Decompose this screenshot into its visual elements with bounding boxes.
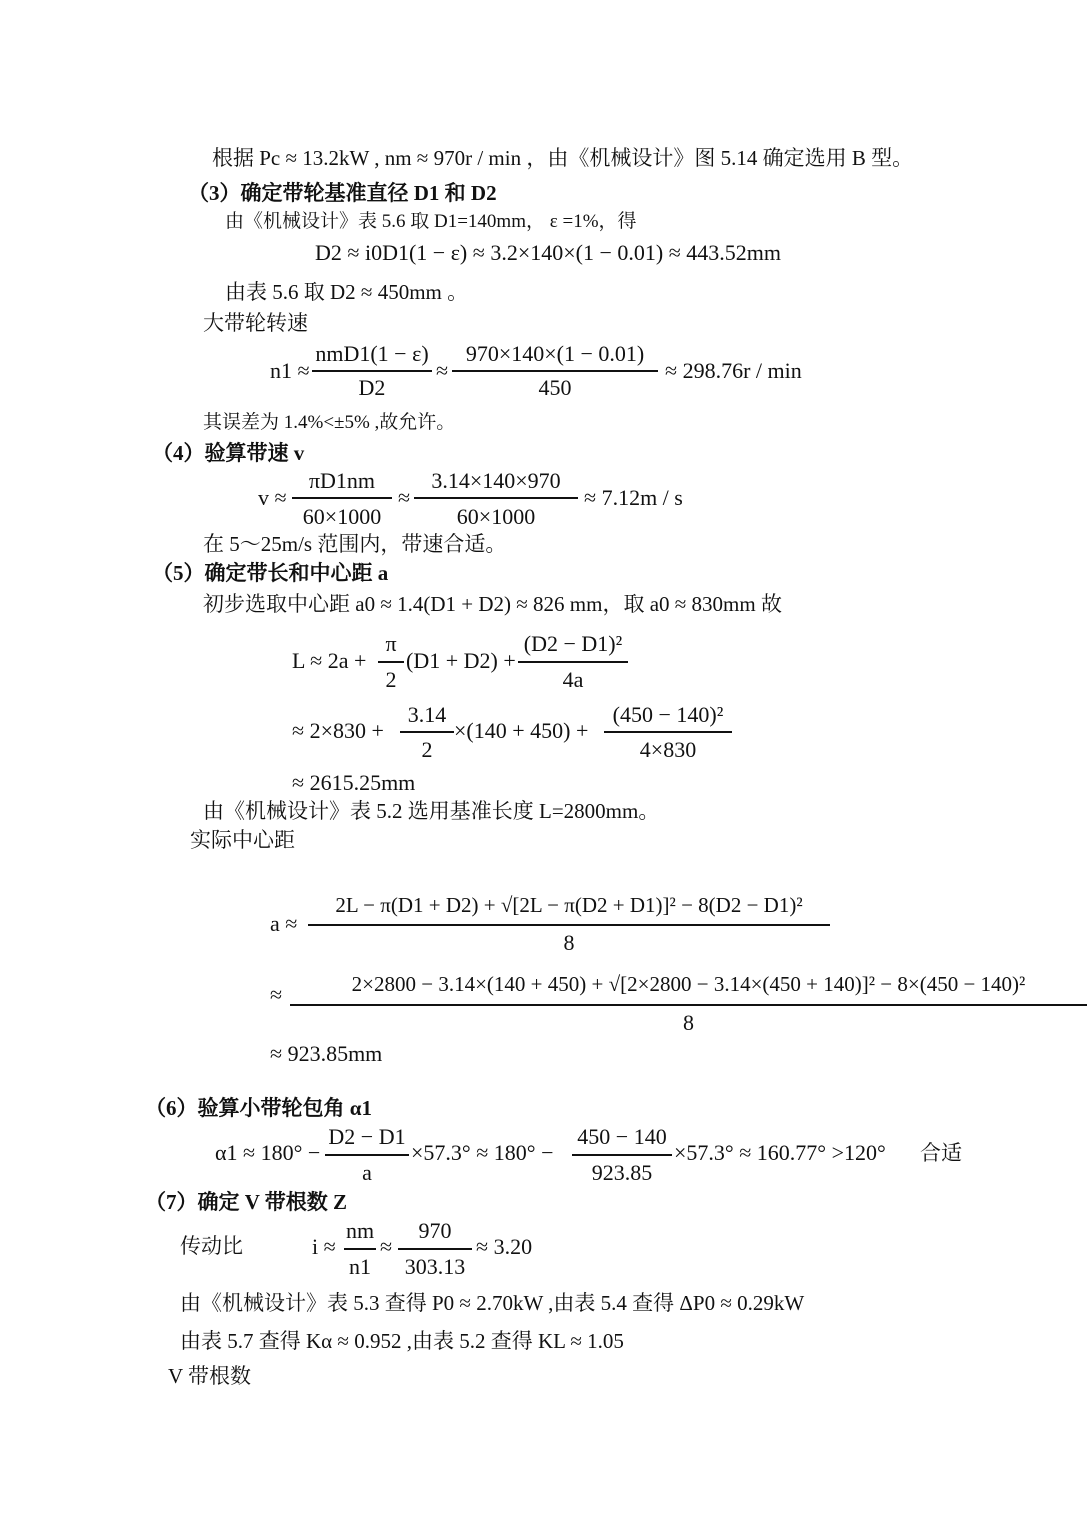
s4-eq-approx: ≈ <box>398 485 411 510</box>
s4-eq-lhs: v ≈ <box>258 485 287 510</box>
s3-line2: 由表 5.6 取 D2 ≈ 450mm 。 <box>225 280 469 304</box>
s7-eq-num1: nm <box>345 1218 375 1243</box>
s5-L3: ≈ 2615.25mm <box>292 770 416 795</box>
s4-eq-rhs: ≈ 7.12m / s <box>584 485 683 510</box>
s5-a2-den: 8 <box>683 1010 694 1035</box>
s7-line2: 由表 5.7 查得 Kα ≈ 0.952 ,由表 5.2 查得 KL ≈ 1.05 <box>180 1329 624 1353</box>
s5-L-fraction-bar-1 <box>378 661 404 663</box>
s4-line1: 在 5～25m/s 范围内，带速合适。 <box>203 532 507 556</box>
s7-eq-approx: ≈ <box>380 1234 393 1259</box>
s6-eq-rhs: ×57.3° ≈ 160.77° >120° <box>674 1140 886 1165</box>
s5-L-mid: (D1 + D2) + <box>406 648 516 673</box>
s5-L2-num1: 3.14 <box>407 702 447 727</box>
s5-L-den1: 2 <box>385 667 397 692</box>
s7-fraction-bar-1 <box>344 1248 376 1250</box>
s5-L2-fraction-bar-2 <box>604 731 732 733</box>
section-4-title: （4）验算带速 v <box>152 441 305 465</box>
s7-eq-rhs: ≈ 3.20 <box>476 1234 533 1259</box>
s6-fraction-bar-1 <box>325 1154 409 1156</box>
s7-eq-den1: n1 <box>349 1254 371 1279</box>
s3-line4: 其误差为 1.4%<±5% ,故允许。 <box>203 412 456 433</box>
s4-fraction-bar-2 <box>414 497 578 499</box>
s3-eq-approx: ≈ <box>436 358 449 383</box>
s7-eq-den2: 303.13 <box>404 1254 466 1279</box>
s3-eq-n1-rhs: ≈ 298.76r / min <box>665 358 802 383</box>
s4-eq-num2: 3.14×140×970 <box>431 468 561 493</box>
s5-L2-num2: (450 − 140)² <box>612 702 724 727</box>
s7-label: 传动比 <box>180 1234 243 1258</box>
s3-fraction-bar-2 <box>452 370 658 372</box>
s5-a2-lhs: ≈ <box>270 982 283 1007</box>
s5-line2: 由《机械设计》表 5.2 选用基准长度 L=2800mm。 <box>203 799 660 823</box>
s5-L2-den2: 4×830 <box>639 737 697 762</box>
s7-fraction-bar-2 <box>398 1248 472 1250</box>
section-6-title: （6）验算小带轮包角 α1 <box>145 1096 372 1120</box>
s5-a-num: 2L − π(D1 + D2) + √[2L − π(D2 + D1)]² − 8(D2 − D1)² <box>335 893 803 917</box>
s5-a2-fraction-bar <box>290 1004 1087 1006</box>
s4-eq-den2: 60×1000 <box>456 504 536 529</box>
s5-a-lhs: a ≈ <box>270 911 298 936</box>
s6-fraction-bar-2 <box>572 1154 672 1156</box>
s3-fraction-bar-1 <box>312 370 432 372</box>
s5-a3: ≈ 923.85mm <box>270 1041 383 1066</box>
s6-eq-den1: a <box>362 1160 372 1185</box>
s3-eq-n1-num1: nmD1(1 − ε) <box>315 341 429 366</box>
s6-ok: 合适 <box>920 1141 962 1165</box>
s5-L-lhs: L ≈ 2a + <box>292 648 367 673</box>
s7-line3: V 带根数 <box>168 1364 252 1388</box>
s5-line3: 实际中心距 <box>190 828 295 852</box>
s3-eq-n1-num2: 970×140×(1 − 0.01) <box>465 341 645 366</box>
section-5-title: （5）确定带长和中心距 a <box>152 561 389 585</box>
s6-eq-den2: 923.85 <box>591 1160 653 1185</box>
s6-eq-mid: ×57.3° ≈ 180° − <box>411 1140 554 1165</box>
s5-L2-fraction-bar-1 <box>400 731 454 733</box>
s5-L2-lhs: ≈ 2×830 + <box>292 718 384 743</box>
s5-line1: 初步选取中心距 a0 ≈ 1.4(D1 + D2) ≈ 826 mm，取 a0 ≈ 830mm 故 <box>203 592 782 616</box>
s7-eq-num2: 970 <box>418 1218 452 1243</box>
s3-eq-n1-den1: D2 <box>358 375 386 400</box>
section-3-title: （3）确定带轮基准直径 D1 和 D2 <box>188 181 497 205</box>
s6-eq-num1: D2 − D1 <box>328 1124 406 1149</box>
s3-line1: 由《机械设计》表 5.6 取 D1=140mm， ε =1%，得 <box>225 211 637 232</box>
s5-L-fraction-bar-2 <box>518 661 628 663</box>
s7-line1: 由《机械设计》表 5.3 查得 P0 ≈ 2.70kW ,由表 5.4 查得 ΔP0 ≈ 0.29kW <box>180 1291 805 1315</box>
s5-a-fraction-bar <box>308 924 830 926</box>
s5-L-num2: (D2 − D1)² <box>523 631 623 656</box>
s5-a2-num: 2×2800 − 3.14×(140 + 450) + √[2×2800 − 3.14×(450 + 140)]² − 8×(450 − 140)² <box>351 972 1026 996</box>
s5-L-den2: 4a <box>562 667 584 692</box>
s4-eq-num1: πD1nm <box>308 468 376 493</box>
intro-line: 根据 Pc ≈ 13.2kW , nm ≈ 970r / min ，由《机械设计》图 5.14 确定选用 B 型。 <box>212 146 914 170</box>
s6-eq-num2: 450 − 140 <box>577 1124 667 1149</box>
s3-eq-n1-lhs: n1 ≈ <box>270 358 310 383</box>
s5-L2-den1: 2 <box>421 737 433 762</box>
s3-eq-d2: D2 ≈ i0D1(1 − ε) ≈ 3.2×140×(1 − 0.01) ≈ 443.52mm <box>315 240 782 265</box>
s4-eq-den1: 60×1000 <box>302 504 382 529</box>
s7-eq-lhs: i ≈ <box>312 1234 336 1259</box>
section-7-title: （7）确定 V 带根数 Z <box>145 1190 348 1214</box>
s6-eq-lhs: α1 ≈ 180° − <box>215 1140 321 1165</box>
s4-fraction-bar-1 <box>292 497 392 499</box>
s3-eq-n1-den2: 450 <box>538 375 572 400</box>
s5-L2-mid: ×(140 + 450) + <box>454 718 589 743</box>
s5-a-den: 8 <box>563 930 575 955</box>
s5-L-num1: π <box>385 631 397 656</box>
s3-line3: 大带轮转速 <box>203 311 308 335</box>
